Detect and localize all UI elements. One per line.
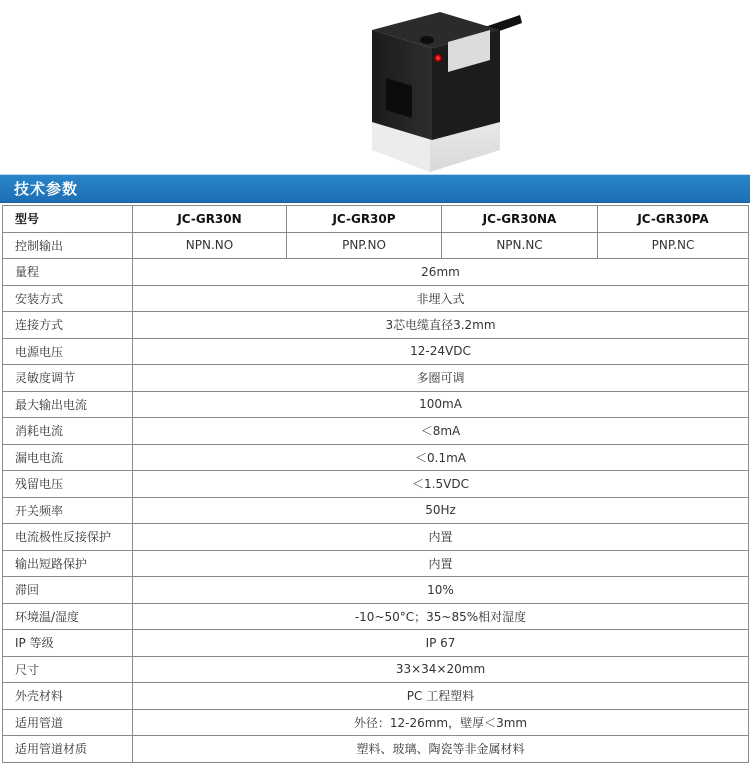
spec-row (3, 259, 749, 286)
output-cell: PNP.NC (598, 232, 749, 259)
row-label: 输出短路保护 (3, 550, 133, 577)
row-value: ＜1.5VDC (133, 471, 749, 498)
row-label: 连接方式 (3, 312, 133, 339)
spec-row (3, 444, 749, 471)
row-label: 电源电压 (3, 338, 133, 365)
row-value: 33×34×20mm (133, 656, 749, 683)
output-cell: NPN.NC (442, 232, 598, 259)
row-label: 量程 (3, 259, 133, 286)
row-value: 内置 (133, 524, 749, 551)
spec-row (3, 497, 749, 524)
spec-row (3, 683, 749, 710)
row-value: 26mm (133, 259, 749, 286)
spec-row (3, 630, 749, 657)
spec-row (3, 365, 749, 392)
sensor-illustration (0, 0, 750, 172)
control-output-row (3, 232, 749, 259)
model-row (3, 206, 749, 233)
spec-row (3, 312, 749, 339)
spec-row (3, 736, 749, 763)
output-cell: NPN.NO (133, 232, 287, 259)
model-cell: JC-GR30PA (598, 206, 749, 233)
row-label: 外壳材料 (3, 683, 133, 710)
spec-row (3, 471, 749, 498)
section-header (0, 174, 750, 203)
row-value: 外径：12-26mm，壁厚＜3mm (133, 709, 749, 736)
row-value: 多圈可调 (133, 365, 749, 392)
row-label: 适用管道材质 (3, 736, 133, 763)
row-label: 滞回 (3, 577, 133, 604)
row-value: ＜0.1mA (133, 444, 749, 471)
model-cell: JC-GR30NA (442, 206, 598, 233)
spec-row (3, 656, 749, 683)
output-cell: PNP.NO (287, 232, 442, 259)
model-cell: JC-GR30P (287, 206, 442, 233)
model-cell: JC-GR30N (133, 206, 287, 233)
spec-table (2, 205, 749, 763)
row-value: 10% (133, 577, 749, 604)
spec-row (3, 603, 749, 630)
row-value: IP 67 (133, 630, 749, 657)
spec-row (3, 418, 749, 445)
row-label: 灵敏度调节 (3, 365, 133, 392)
row-value: ＜8mA (133, 418, 749, 445)
row-label: 安装方式 (3, 285, 133, 312)
row-value: -10~50°C；35~85%相对湿度 (133, 603, 749, 630)
row-label: 电流极性反接保护 (3, 524, 133, 551)
row-label: 消耗电流 (3, 418, 133, 445)
spec-row (3, 577, 749, 604)
row-value: 12-24VDC (133, 338, 749, 365)
row-label: 型号 (3, 206, 133, 233)
row-label: IP 等级 (3, 630, 133, 657)
row-value: 塑料、玻璃、陶瓷等非金属材料 (133, 736, 749, 763)
section-title: 技术参数 (14, 180, 79, 198)
product-photo (0, 0, 750, 172)
spec-row (3, 285, 749, 312)
row-label: 残留电压 (3, 471, 133, 498)
spec-row (3, 550, 749, 577)
row-label: 环境温/湿度 (3, 603, 133, 630)
spec-row (3, 709, 749, 736)
spec-row (3, 338, 749, 365)
spec-row (3, 391, 749, 418)
row-label: 漏电电流 (3, 444, 133, 471)
row-value: 100mA (133, 391, 749, 418)
row-label: 控制输出 (3, 232, 133, 259)
row-label: 最大输出电流 (3, 391, 133, 418)
row-label: 尺寸 (3, 656, 133, 683)
row-value: PC 工程塑料 (133, 683, 749, 710)
row-value: 非埋入式 (133, 285, 749, 312)
row-label: 适用管道 (3, 709, 133, 736)
spec-row (3, 524, 749, 551)
row-value: 内置 (133, 550, 749, 577)
row-value: 3芯电缆直径3.2mm (133, 312, 749, 339)
row-value: 50Hz (133, 497, 749, 524)
row-label: 开关频率 (3, 497, 133, 524)
